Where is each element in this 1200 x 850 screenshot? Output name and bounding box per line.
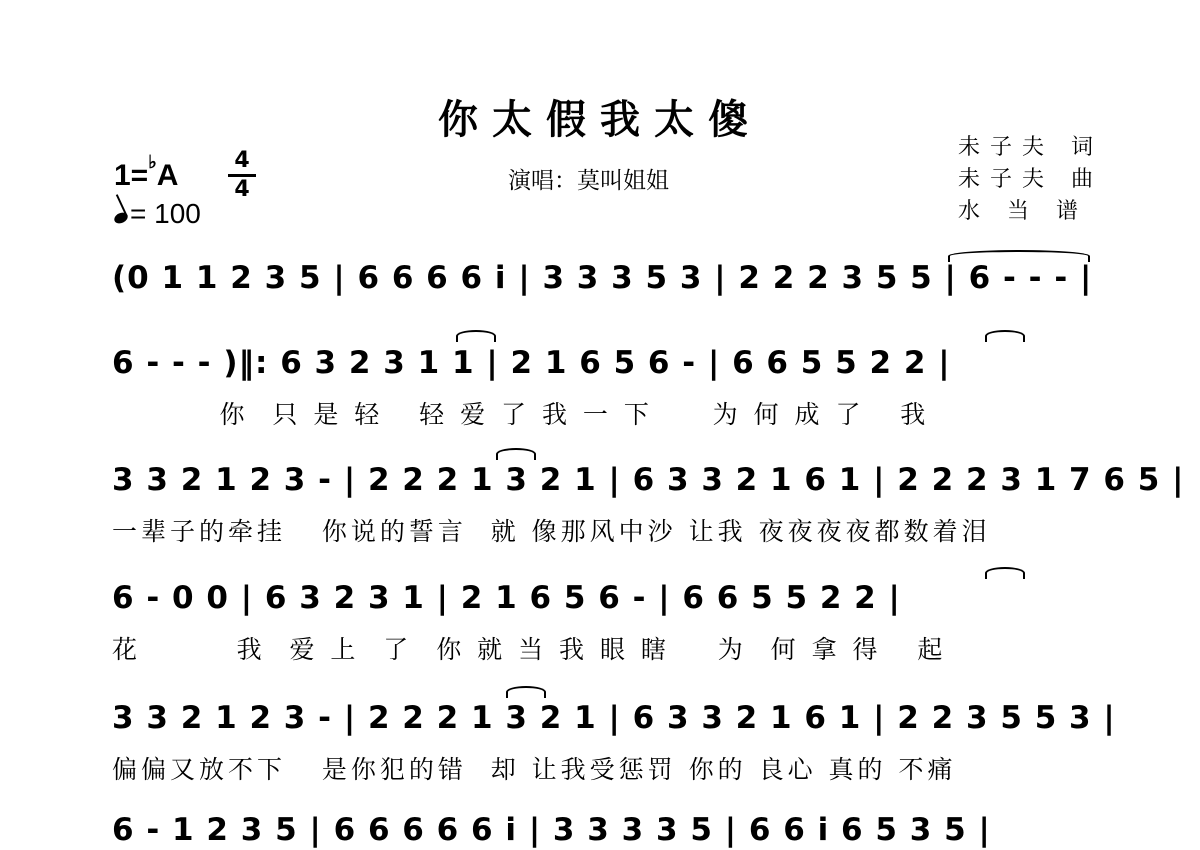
tempo-marking (114, 198, 201, 230)
time-signature (228, 150, 256, 201)
tempo-value: = 100 (130, 198, 201, 229)
notes-line-5: 3 3 2 1 2 3 - | 2 2 2 1 3 2 1 | 6 3 3 2 1 6 1 | 2 2 3 5 5 3 | (112, 700, 1116, 736)
flat-sign: ♭ (148, 152, 157, 172)
transcriber-credit: 水 当 谱 (958, 199, 1088, 224)
lyrics-line-4: 花 我 爱 上 了 你 就 当 我 眼 瞎 为 何 拿 得 起 (112, 635, 947, 664)
lyrics-line-2: 你 只 是 轻 轻 爱 了 我 一 下 为 何 成 了 我 (112, 400, 930, 429)
tie-arc (948, 250, 1090, 262)
tie-arc (985, 330, 1025, 342)
time-signature-top: 4 (234, 148, 250, 173)
singer-credit: 演唱：莫叫姐姐 (508, 168, 669, 194)
tie-arc (985, 567, 1025, 579)
lyrics-line-5: 偏偏又放不下 是你犯的错 却 让我受惩罚 你的 良心 真的 不痛 (112, 755, 957, 784)
song-title: 你太假我太傻 (438, 96, 762, 143)
notes-line-4: 6 - 0 0 | 6 3 2 3 1 | 2 1 6 5 6 - | 6 6 5 5 2 2 | (112, 580, 901, 616)
notes-line-6: 6 - 1 2 3 5 | 6 6 6 6 6 i | 3 3 3 3 5 | 6 6 i 6 5 3 5 | (112, 812, 991, 848)
tie-arc (456, 330, 496, 342)
time-signature-bottom: 4 (234, 177, 250, 202)
quarter-note-icon (113, 211, 130, 226)
key-prefix: 1= (114, 159, 149, 192)
notes-line-1: (0 1 1 2 3 5 | 6 6 6 6 i | 3 3 3 5 3 | 2 2 2 3 5 5 | 6 - - - | (112, 260, 1093, 296)
key-note: A (156, 159, 179, 192)
notes-line-2: 6 - - - )‖: 6 3 2 3 1 1 | 2 1 6 5 6 - | 6 6 5 5 2 2 | (112, 345, 951, 381)
lyrics-line-3: 一辈子的牵挂 你说的誓言 就 像那风中沙 让我 夜夜夜夜都数着泪 (112, 517, 991, 546)
composer-credit: 未子夫 曲 (958, 167, 1103, 192)
tie-arc (506, 686, 546, 698)
notes-line-3: 3 3 2 1 2 3 - | 2 2 2 1 3 2 1 | 6 3 3 2 1 6 1 | 2 2 2 3 1 7 6 5 | (112, 462, 1185, 498)
key-signature (114, 152, 179, 193)
tie-arc (496, 448, 536, 460)
lyricist-credit: 未子夫 词 (958, 135, 1103, 160)
